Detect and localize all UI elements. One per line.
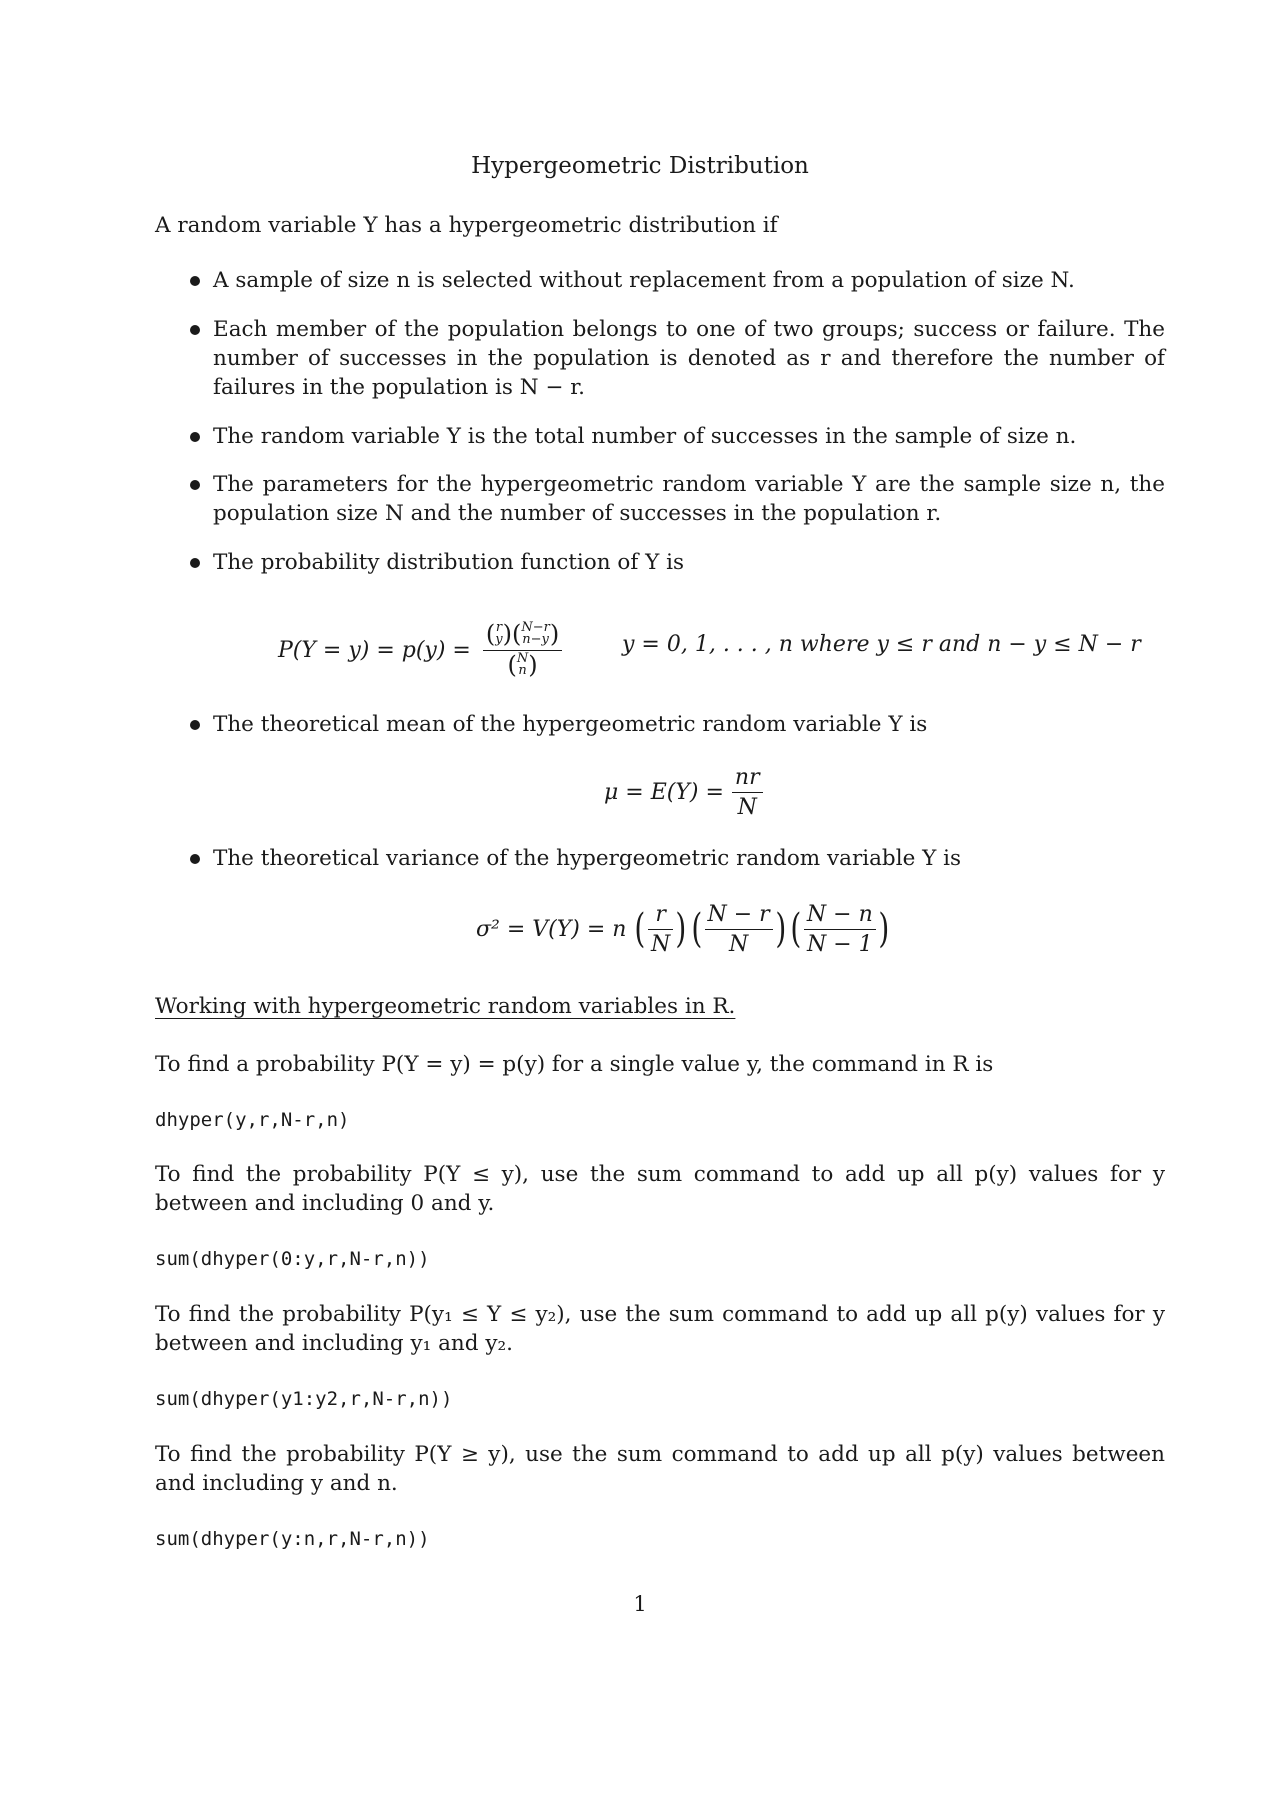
bullet-dot xyxy=(190,480,200,490)
bullet-variance: The theoretical variance of the hypergeometric random variable Y is xyxy=(213,846,962,871)
paragraph-upper-tail: To find the probability P(Y ≥ y), use the sum command to add up all p(y) values between and including y and n. xyxy=(155,1442,1165,1496)
page-title: Hypergeometric Distribution xyxy=(471,153,809,179)
paragraph-range: To find the probability P(y₁ ≤ Y ≤ y₂), use the sum command to add up all p(y) values for y between and including y₁ and y₂. xyxy=(155,1302,1165,1356)
variance-fraction-nr-n: $\frac{N - r}{N}$ xyxy=(705,902,773,957)
mean-lhs: μ = E(Y) = xyxy=(604,779,724,805)
mean-numerator: nr xyxy=(734,764,760,790)
code-sum-range: sum(dhyper(y1:y2,r,N-r,n)) xyxy=(155,1388,453,1410)
mean-fraction xyxy=(732,765,763,820)
variance-fraction-nn-n1: $\frac{N - n}{N - 1}$ xyxy=(804,902,876,957)
variance-lhs: σ² = V(Y) = n xyxy=(476,916,627,942)
bullet-dot xyxy=(190,558,200,568)
code-sum-cumulative: sum(dhyper(0:y,r,N-r,n)) xyxy=(155,1248,430,1270)
page-number: 1 xyxy=(633,1592,647,1616)
mean-equation xyxy=(604,762,763,822)
bullet-parameters: The parameters for the hypergeometric random variable Y are the sample size n, the population size N and the number of successes in the population r. xyxy=(213,472,1165,526)
code-sum-upper-tail: sum(dhyper(y:n,r,N-r,n)) xyxy=(155,1528,430,1550)
intro-text: A random variable Y has a hypergeometric distribution if xyxy=(155,213,778,238)
pdf-lhs: P(Y = y) = p(y) = xyxy=(278,637,471,663)
binom-r-y: ( r y ) xyxy=(485,619,512,648)
bullet-sample-size: A sample of size n is selected without replacement from a population of size N. xyxy=(213,268,1075,293)
bullet-dot xyxy=(190,720,200,730)
paragraph-cumulative: To find the probability P(Y ≤ y), use the sum command to add up all p(y) values for y between and including 0 and y. xyxy=(155,1162,1165,1216)
section-heading: Working with hypergeometric random variables in R. xyxy=(155,994,736,1019)
bullet-dot xyxy=(190,432,200,442)
bullet-dot xyxy=(190,276,200,286)
bullet-pdf: The probability distribution function of Y is xyxy=(213,550,685,575)
pdf-condition: y = 0, 1, . . . , n where y ≤ r and n − y ≤ N − r xyxy=(622,632,1141,657)
code-dhyper: dhyper(y,r,N-r,n) xyxy=(155,1109,350,1131)
bullet-dot xyxy=(190,854,200,864)
pdf-fraction xyxy=(483,619,562,679)
bullet-dot xyxy=(190,325,200,335)
bullet-random-variable: The random variable Y is the total number of successes in the sample of size n. xyxy=(213,424,1077,449)
bullet-mean: The theoretical mean of the hypergeometric random variable Y is xyxy=(213,712,928,737)
variance-fraction-r-n: $\frac{r}{N}$ xyxy=(648,902,673,957)
binom-n-n: ( N n ) xyxy=(507,650,538,679)
pdf-equation xyxy=(278,614,562,686)
binom-nr-ny: ( N−r n−y ) xyxy=(511,619,560,648)
variance-equation: σ² = V(Y) = n ( $\frac{r}{N}$ ) ( $\frac{N - r}{N}$ ) ( $\frac{N - n}{N - 1}$ ) xyxy=(476,901,890,957)
mean-denominator: N xyxy=(732,792,763,820)
paragraph-single-value: To find a probability P(Y = y) = p(y) for a single value y, the command in R is xyxy=(155,1052,994,1077)
bullet-groups: Each member of the population belongs to one of two groups; success or failure. The number of successes in the population is denoted as r and therefore the number of failures in the population is N − r. xyxy=(213,317,1165,400)
